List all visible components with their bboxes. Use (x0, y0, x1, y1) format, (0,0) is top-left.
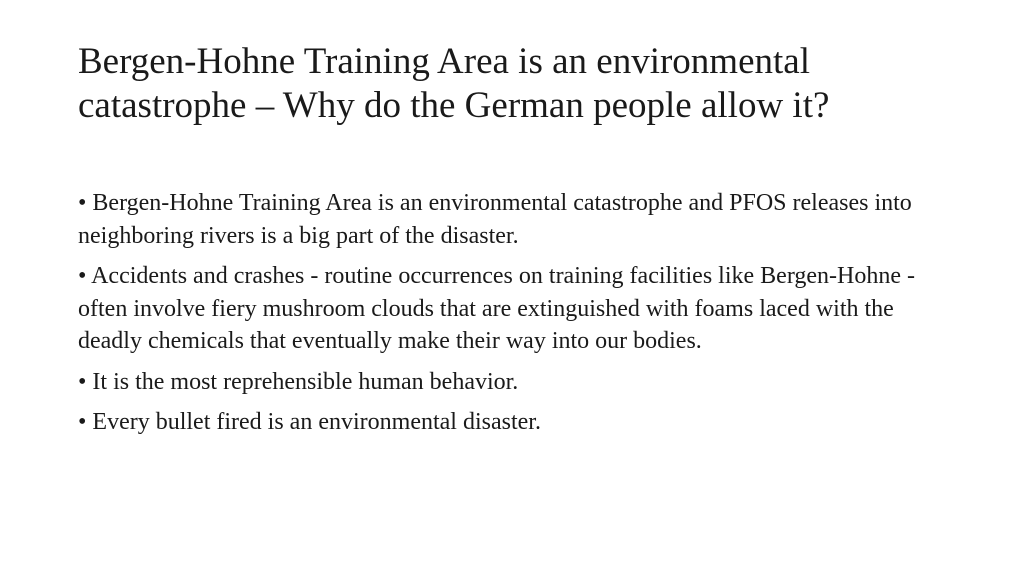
bullet-text: Accidents and crashes - routine occurrences on training facilities like Bergen-Hohne - often involve fiery mushroom clouds that are extinguished with foams laced with the deadly chemicals that eventually make their way into our bodies. (78, 263, 916, 354)
bullet-item (78, 406, 958, 439)
bullet-text: Every bullet fired is an environmental disaster. (92, 409, 541, 435)
bullet-item (78, 366, 958, 399)
bullet-list (78, 187, 958, 447)
bullet-item (78, 187, 958, 252)
bullet-text: Bergen-Hohne Training Area is an environmental catastrophe and PFOS releases into neighboring rivers is a big part of the disaster. (78, 190, 912, 249)
bullet-text: It is the most reprehensible human behavior. (92, 368, 519, 395)
bullet-mark: • (78, 409, 87, 435)
bullet-mark: • (78, 263, 87, 289)
bullet-mark: • (78, 190, 87, 216)
bullet-item (78, 260, 958, 358)
bullet-mark: • (78, 368, 87, 395)
slide-title: Bergen-Hohne Training Area is an environmental catastrophe – Why do the German people allow it? (78, 41, 830, 126)
